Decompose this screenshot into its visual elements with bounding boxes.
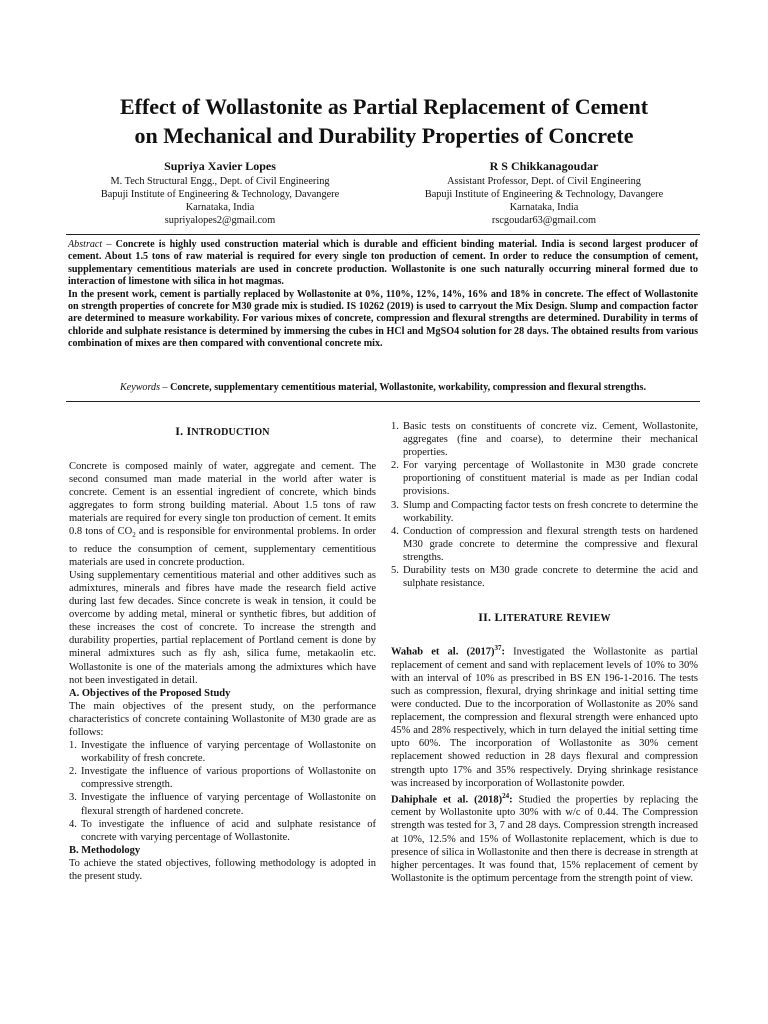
objectives-list <box>69 739 376 844</box>
intro-paragraph-2: Using supplementary cementitious material and other additives such as admixtures, minerals and fibres have made the research field active during last few decades. Since concrete is weak in tension, it could be overcome by adding metal, mineral or synthetic fibres, but addition of these increases the cost of concrete. To increase the strength and durability properties, partial replacement of Portland cement is done by mineral admixtures such as fly ash, silica fume, metakaolin etc. Wollastonite is one of the materials among the admixtures which have not been investigated in detail. <box>69 569 376 686</box>
keywords-text: Concrete, supplementary cementitious material, Wollastonite, workability, compression and flexural strengths. <box>170 382 646 393</box>
list-item: 1. Investigate the influence of varying percentage of Wollastonite on workability of fresh concrete. <box>69 740 376 765</box>
author-email: rscgoudar63@gmail.com <box>491 215 597 226</box>
author-location: Karnataka, India <box>509 202 579 213</box>
author-name: R S Chikkanagoudar <box>489 159 599 173</box>
keywords-label: Keywords – <box>120 382 168 393</box>
list-item: 2. Investigate the influence of various proportions of Wollastonite on compressive strength. <box>69 766 376 791</box>
author-name: Supriya Xavier Lopes <box>164 159 276 173</box>
keywords <box>68 381 698 394</box>
objectives-subheading: A. Objectives of the Proposed Study <box>69 687 231 699</box>
author-location: Karnataka, India <box>185 202 255 213</box>
author-role: M. Tech Structural Engg., Dept. of Civil Engineering <box>110 176 330 187</box>
methodology-subheading: B. Methodology <box>69 844 141 856</box>
abstract <box>68 239 698 351</box>
abstract-bottom-rule <box>66 401 700 402</box>
list-item: 5. Durability tests on M30 grade concrete to determine the acid and sulphate resistance. <box>391 565 698 590</box>
abstract-paragraph-2: In the present work, cement is partially replaced by Wollastonite at 0%, 110%, 12%, 14%, 16% and 18% in concrete. The effect of Wollastonite on strength properties of concrete for M30 grade mix is studied. IS 10262 (2019) is used to carryout the Mix Design. Slump and compaction factor are determined to measure workability. For various mixes of concrete, compression and flexural strengths are determined. Durability in terms of chloride and sulphate resistance is determined by immersing the cubes in HCl and MgSO4 solution for 28 days. The obtained results from various combination of mixes are then compared with conventional concrete mix. <box>68 288 698 350</box>
intro-heading: I. INTRODUCTION <box>175 424 270 438</box>
methodology-intro: To achieve the stated objectives, following methodology is adopted in the present study. <box>69 857 376 882</box>
author-institution: Bapuji Institute of Engineering & Technology, Davangere <box>100 189 340 200</box>
left-column <box>69 416 376 883</box>
abstract-label: Abstract – <box>68 239 112 250</box>
list-item: 3. Investigate the influence of varying percentage of Wollastonite on flexural strength of hardened concrete. <box>69 792 376 817</box>
abstract-top-rule <box>66 234 700 235</box>
title-line-2: on Mechanical and Durability Properties of Concrete <box>134 123 634 148</box>
right-column <box>391 420 698 885</box>
reference-wahab: Wahab et al. $(2017)^{37}$: Investigated the Wollastonite as partial replacement of cement and sand with replacement levels of 10% to 30% with an interval of 10% as prescribed in BS EN 196-1-2016. The tests such as compression, flexural, drying shrinkage and initial setting time were conducted. Due to the incorporation of Wollastonite as 20% sand replacement, the compression and flexural strength were enhanced upto 45% and 28% respectively, which in turn delayed the initial setting time upto 60%. The incorporation of Wollastonite as 30% cement replacement showed reduction in 28 days flexural and compression strength upto 17% and 35% respectively. Drying shrinkage resistance was increased by incorporation of Wollastonite powder. <box>391 644 698 789</box>
author-block-2 <box>394 158 694 227</box>
objectives-intro: The main objectives of the present study, on the performance characteristics of concrete containing Wollastonite of M30 grade are as follows: <box>69 700 376 738</box>
intro-paragraph-1: Concrete is composed mainly of water, aggregate and cement. The second consumed man made material in the world after water is concrete. Cement is an essential ingredient of concrete, which binds aggregates to form strong building material. About 1.5 tons of raw materials are required for every single ton production of cement. It emits 0.8 tons of $CO_2$ and is responsible for environmental problems. In order to reduce the consumption of cement, supplementary cementitious materials are used in concrete production. <box>69 461 376 568</box>
author-block-1 <box>70 158 370 227</box>
literature-heading: II. LITERATURE REVIEW <box>478 610 611 625</box>
author-role: Assistant Professor, Dept. of Civil Engineering <box>447 176 641 187</box>
list-item: 2. For varying percentage of Wollastonite in M30 grade concrete proportioning of constituent material is made as per Indian codal provisions. <box>391 460 698 498</box>
author-institution: Bapuji Institute of Engineering & Technology, Davangere <box>424 189 664 200</box>
author-email: supriyalopes2@gmail.com <box>164 215 276 226</box>
list-item: 4. To investigate the influence of acid and sulphate resistance of concrete with varying percentage of Wollastonite. <box>69 818 376 843</box>
abstract-text-1: Concrete is highly used construction material which is durable and efficient binding material. India is second largest producer of cement. About 1.5 tons of raw material is required for every single ton production of cement. In order to reduce the consumption of cement, supplementary cementitious materials are used in concrete production. Wollastonite is one such naturally occurring mineral formed due to interaction of limestone with silica in hot magmas. <box>68 239 698 288</box>
abstract-paragraph-1 <box>68 239 698 289</box>
list-item: 4. Conduction of compression and flexural strength tests on hardened M30 grade concrete to determine the compressive and flexural strengths. <box>391 525 698 563</box>
reference-dahiphale: Dahiphale et al. $(2018)^{24}$: Studied the properties by replacing the cement by Wollastonite upto 30% with w/c of 0.44. The Compression strength was tested for 3, 7 and 28 days. Compression strength increased at 10%, 12.5% and 15% of Wollastonite replacement, which is due to presence of silica in Wollastonite and then there is decrease in strength at higher percentages. It was found that, 15% replacement of cement by Wollastonite is the optimum percentage from the strength point of view. <box>391 791 698 884</box>
title-line-1: Effect of Wollastonite as Partial Replacement of Cement <box>119 94 649 119</box>
list-item: 1. Basic tests on constituents of concrete viz. Cement, Wollastonite, aggregates (fine and coarse), to determine their mechanical properties. <box>391 421 698 459</box>
list-item: 3. Slump and Compacting factor tests on fresh concrete to determine the workability. <box>391 499 698 524</box>
methodology-list <box>391 420 698 590</box>
paper-title <box>40 92 728 150</box>
